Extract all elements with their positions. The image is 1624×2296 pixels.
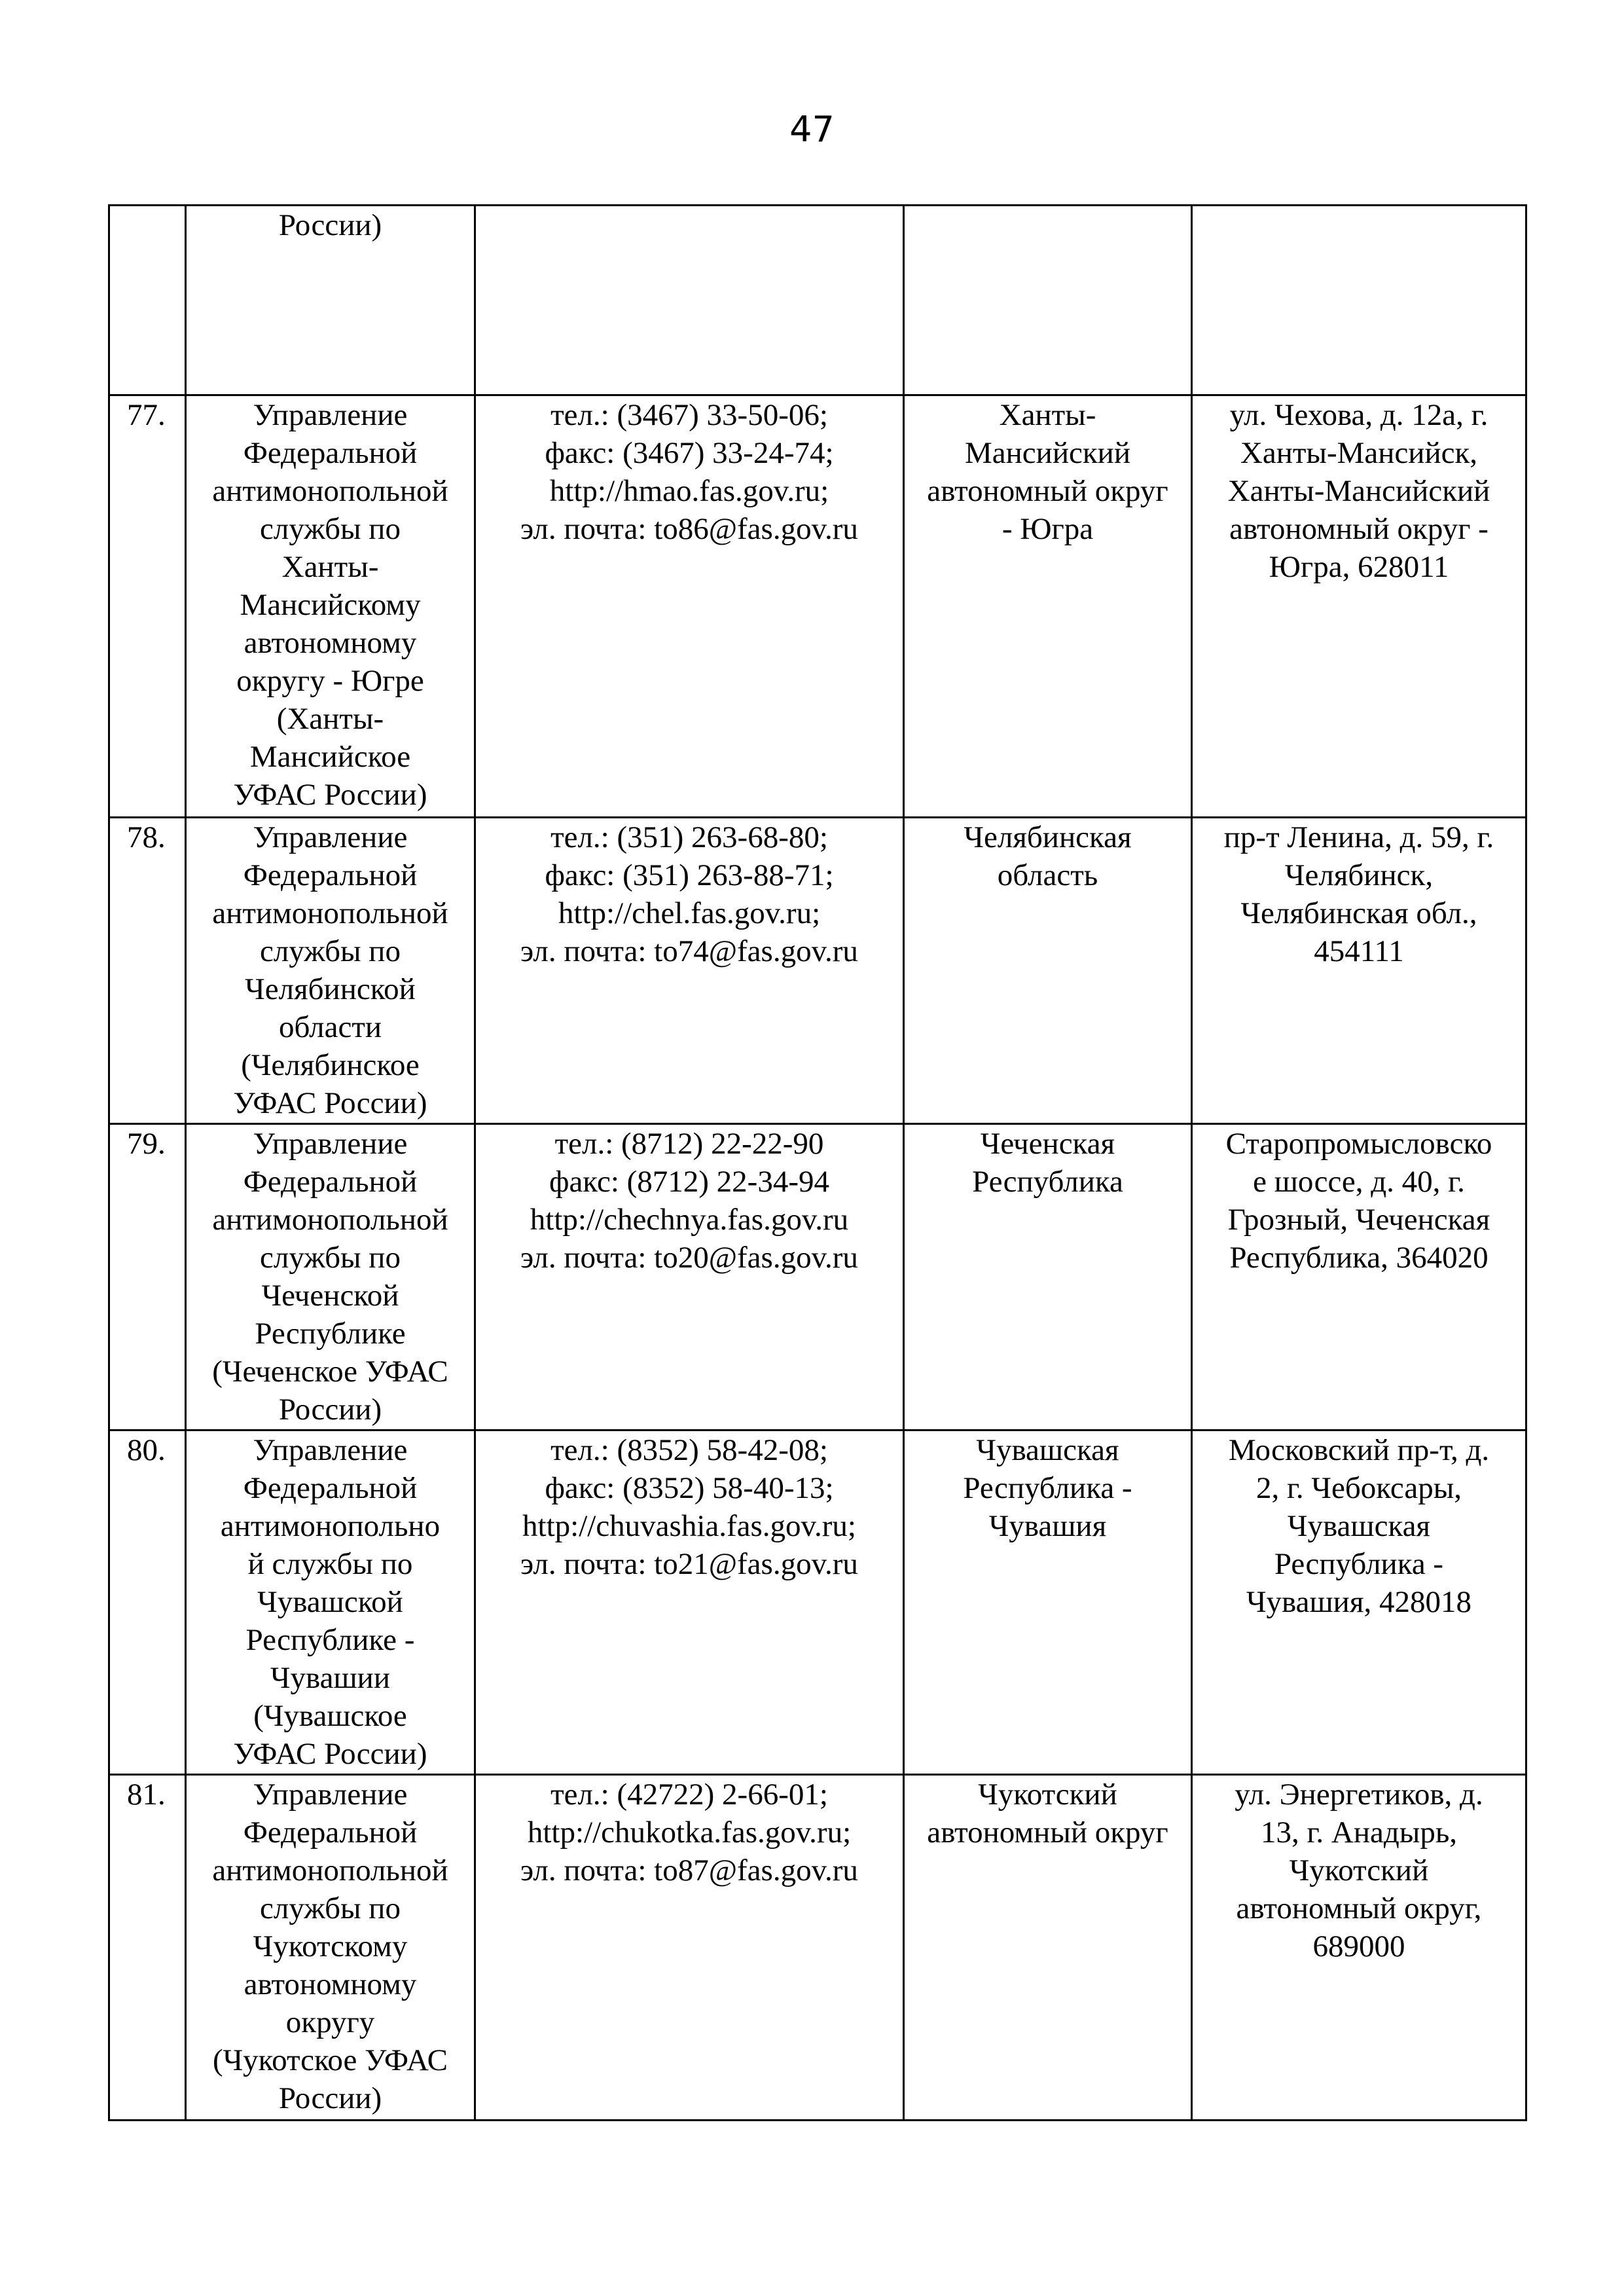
address-cell (1192, 1775, 1526, 2121)
address-line: Югра, 628011 (1269, 550, 1449, 584)
org-line: автономному (244, 1967, 417, 2001)
row-number: 79. (127, 1127, 166, 1161)
address-line: пр-т Ленина, д. 59, г. (1223, 820, 1494, 854)
page-number: 47 (789, 109, 835, 150)
region-cell (904, 206, 1192, 395)
region-line: Чеченская (980, 1127, 1115, 1161)
region-line: Чувашская (976, 1433, 1119, 1467)
contact-line: факс: (3467) 33-24-74; (545, 436, 834, 470)
address-line: Грозный, Чеченская (1227, 1203, 1490, 1237)
table-row-77 (109, 395, 1526, 818)
row-number: 80. (127, 1433, 166, 1467)
region-cell (904, 1430, 1192, 1775)
fas-offices-table (108, 204, 1527, 2121)
address-line: Московский пр-т, д. (1228, 1433, 1490, 1467)
contact-line: тел.: (8712) 22-22-90 (554, 1127, 824, 1161)
contact-link[interactable]: http://hmao.fas.gov.ru; (549, 474, 829, 508)
org-line: службы по (260, 1891, 401, 1925)
number-cell (109, 206, 186, 395)
region-line: - Югра (1001, 512, 1094, 546)
org-line: (Челябинское (241, 1048, 420, 1082)
org-line: Управление (253, 1777, 408, 1812)
org-line: антимонопольной (212, 896, 448, 930)
org-line: Управление (253, 1127, 408, 1161)
address-line: автономный округ - (1229, 512, 1489, 546)
organization-cell (186, 818, 475, 1124)
region-line: Ханты- (999, 398, 1096, 432)
org-line: Чувашской (257, 1585, 403, 1619)
organization-cell (186, 1430, 475, 1775)
address-line: Чукотский (1289, 1853, 1429, 1887)
address-line: 13, г. Анадырь, (1260, 1815, 1458, 1850)
org-line: Федеральной (243, 436, 418, 470)
table-row-78 (109, 818, 1526, 1124)
org-line: Управление (253, 820, 408, 854)
contact-email[interactable]: эл. почта: to87@fas.gov.ru (520, 1853, 858, 1887)
contact-line: тел.: (351) 263-68-80; (550, 820, 828, 854)
number-cell (109, 395, 186, 818)
address-cell (1192, 1430, 1526, 1775)
org-line: Управление (253, 398, 408, 432)
region-cell (904, 1124, 1192, 1430)
contact-line: тел.: (42722) 2-66-01; (550, 1777, 828, 1812)
table-row-79 (109, 1124, 1526, 1430)
org-line: службы по (260, 1241, 401, 1275)
address-line: Чувашия, 428018 (1246, 1585, 1471, 1619)
address-line: Ханты-Мансийск, (1240, 436, 1478, 470)
org-line: УФАС России) (233, 1086, 427, 1120)
number-cell (109, 1430, 186, 1775)
org-line: автономному (244, 626, 417, 660)
number-cell (109, 1124, 186, 1430)
contact-email[interactable]: эл. почта: to86@fas.gov.ru (520, 512, 858, 546)
org-line: России) (278, 208, 382, 242)
address-line: Ханты-Мансийский (1227, 474, 1490, 508)
address-line: Челябинск, (1284, 858, 1434, 892)
organization-cell (186, 1124, 475, 1430)
org-line: УФАС России) (233, 778, 427, 812)
address-line: Челябинская обл., (1240, 896, 1477, 930)
org-line: Федеральной (243, 1471, 418, 1505)
address-line: 2, г. Чебоксары, (1255, 1471, 1462, 1505)
contact-line: факс: (351) 263-88-71; (545, 858, 834, 892)
contacts-cell (475, 395, 904, 818)
number-cell (109, 818, 186, 1124)
org-line: округу (285, 2005, 375, 2039)
org-line: (Чувашское (253, 1699, 407, 1733)
contacts-cell (475, 1124, 904, 1430)
contact-link[interactable]: http://chel.fas.gov.ru; (558, 896, 821, 930)
row-number: 81. (127, 1777, 166, 1812)
org-line: антимонопольно (220, 1509, 441, 1543)
table-row-80 (109, 1430, 1526, 1775)
contact-email[interactable]: эл. почта: to20@fas.gov.ru (520, 1241, 858, 1275)
region-line: Мансийский (965, 436, 1130, 470)
org-line: Мансийскому (240, 588, 421, 622)
organization-cell (186, 206, 475, 395)
contact-link[interactable]: http://chuvashia.fas.gov.ru; (522, 1509, 856, 1543)
org-line: Чеченской (261, 1279, 399, 1313)
contact-email[interactable]: эл. почта: to21@fas.gov.ru (520, 1547, 858, 1581)
org-line: (Чеченское УФАС (212, 1355, 448, 1389)
org-line: антимонопольной (212, 1853, 448, 1887)
address-line: автономный округ, (1236, 1891, 1482, 1925)
org-line: Чувашии (270, 1661, 390, 1695)
region-cell (904, 1775, 1192, 2121)
org-line: России) (278, 1393, 382, 1427)
region-line: Республика (972, 1165, 1123, 1199)
org-line: Ханты- (281, 550, 379, 584)
region-cell (904, 395, 1192, 818)
region-line: Чувашия (988, 1509, 1107, 1543)
contact-line: тел.: (3467) 33-50-06; (550, 398, 828, 432)
org-line: (Чукотское УФАС (212, 2043, 448, 2077)
region-line: Республика - (963, 1471, 1132, 1505)
org-line: антимонопольной (212, 1203, 448, 1237)
address-line: Республика - (1274, 1547, 1444, 1581)
region-line: область (997, 858, 1098, 892)
org-line: Республике (255, 1317, 406, 1351)
contact-link[interactable]: http://chukotka.fas.gov.ru; (527, 1815, 852, 1850)
org-line: Федеральной (243, 1165, 418, 1199)
contacts-cell (475, 206, 904, 395)
contact-link[interactable]: http://chechnya.fas.gov.ru (530, 1203, 849, 1237)
address-line: Республика, 364020 (1229, 1241, 1489, 1275)
org-line: России) (278, 2081, 382, 2115)
address-cell (1192, 818, 1526, 1124)
address-line: е шоссе, д. 40, г. (1253, 1165, 1465, 1199)
address-line: ул. Чехова, д. 12а, г. (1229, 398, 1489, 432)
region-cell (904, 818, 1192, 1124)
org-line: УФАС России) (233, 1737, 427, 1771)
organization-cell (186, 395, 475, 818)
org-line: Федеральной (243, 858, 418, 892)
contacts-cell (475, 1430, 904, 1775)
address-cell (1192, 1124, 1526, 1430)
contact-line: тел.: (8352) 58-42-08; (550, 1433, 828, 1467)
address-cell (1192, 395, 1526, 818)
row-number: 77. (127, 398, 166, 432)
org-line: службы по (260, 934, 401, 968)
contacts-cell (475, 1775, 904, 2121)
region-line: Челябинская (964, 820, 1132, 854)
organization-cell (186, 1775, 475, 2121)
table-row-continuation (109, 206, 1526, 395)
org-line: Чукотскому (253, 1929, 408, 1963)
org-line: Челябинской (245, 972, 416, 1006)
row-number: 78. (127, 820, 166, 854)
org-line: области (278, 1010, 382, 1044)
org-line: антимонопольной (212, 474, 448, 508)
contact-email[interactable]: эл. почта: to74@fas.gov.ru (520, 934, 858, 968)
contacts-cell (475, 818, 904, 1124)
org-line: Мансийское (249, 740, 411, 774)
address-cell (1192, 206, 1526, 395)
region-line: Чукотский (978, 1777, 1117, 1812)
address-line: Старопромысловско (1225, 1127, 1492, 1161)
address-line: ул. Энергетиков, д. (1235, 1777, 1483, 1812)
address-line: Чувашская (1287, 1509, 1431, 1543)
table-row-81 (109, 1775, 1526, 2121)
number-cell (109, 1775, 186, 2121)
contact-line: факс: (8712) 22-34-94 (549, 1165, 829, 1199)
org-line: (Ханты- (276, 702, 384, 736)
org-line: службы по (260, 512, 401, 546)
org-line: й службы по (247, 1547, 413, 1581)
contact-line: факс: (8352) 58-40-13; (545, 1471, 834, 1505)
org-line: Управление (253, 1433, 408, 1467)
region-line: автономный округ (927, 474, 1168, 508)
org-line: округу - Югре (236, 664, 424, 698)
org-line: Федеральной (243, 1815, 418, 1850)
address-line: 689000 (1312, 1929, 1405, 1963)
org-line: Республике - (245, 1623, 415, 1657)
address-line: 454111 (1314, 934, 1404, 968)
region-line: автономный округ (927, 1815, 1168, 1850)
